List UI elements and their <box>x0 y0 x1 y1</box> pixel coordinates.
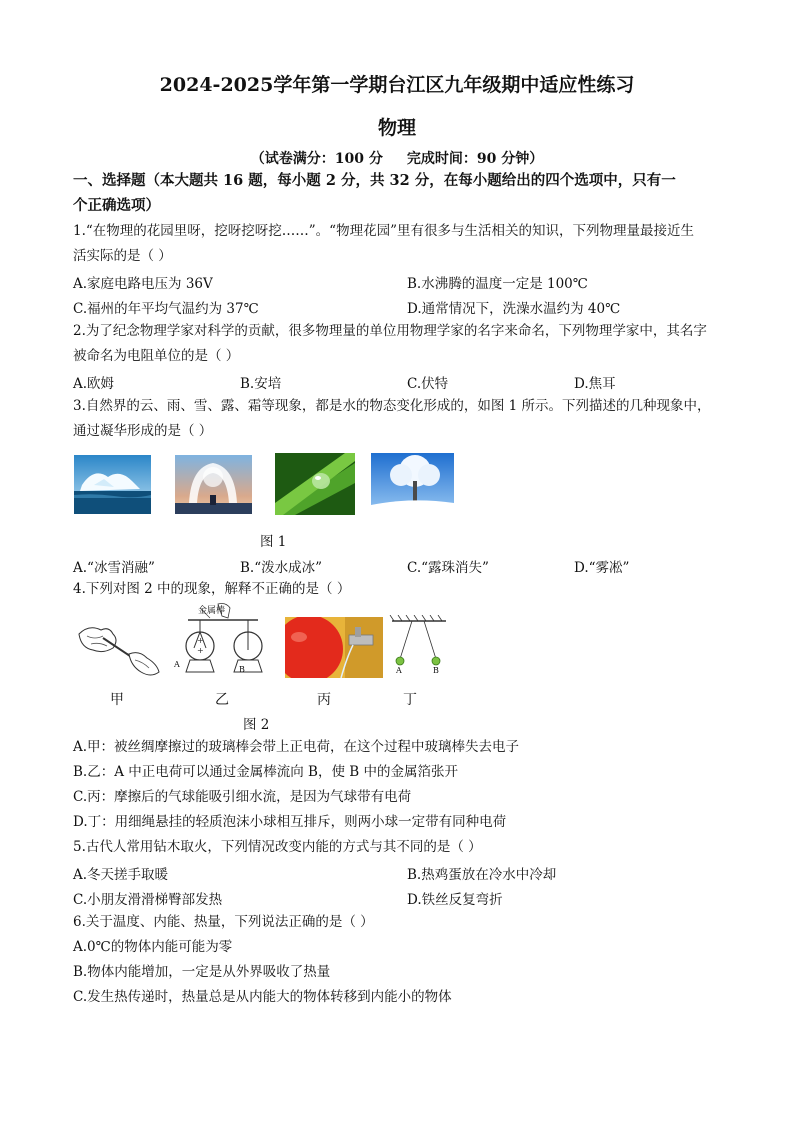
time-limit: 完成时间：90 分钟） <box>406 151 544 167</box>
q2-option-c: C.伏特 <box>407 376 449 392</box>
svg-text:+: + <box>197 636 204 645</box>
photo-melting-ice <box>74 455 151 514</box>
q2-option-a: A.欧姆 <box>73 376 115 392</box>
q3-stem-line1: 3.自然界的云、雨、雪、露、霜等现象，都是水的物态变化形成的，如图 1 所示。下列描述的几种现象中， <box>73 398 711 414</box>
q6-option-b: B.物体内能增加，一定是从外界吸收了热量 <box>73 964 331 980</box>
figure-label-ding: 丁 <box>403 692 417 708</box>
q4-option-a: A.甲：被丝绸摩擦过的玻璃棒会带上正电荷，在这个过程中玻璃棒失去电子 <box>73 739 520 755</box>
q5-option-c: C.小朋友滑滑梯臀部发热 <box>73 892 223 908</box>
q3-option-c: C.“露珠消失” <box>407 560 489 576</box>
q3-option-d: D.“雾凇” <box>574 560 630 576</box>
exam-info <box>0 148 794 168</box>
q4-stem: 4.下列对图 2 中的现象，解释不正确的是（ ） <box>73 581 351 597</box>
q1-option-b: B.水沸腾的温度一定是 100℃ <box>407 276 588 292</box>
section-heading-line2: 个正确选项） <box>73 197 160 214</box>
photo-rime <box>371 453 454 516</box>
q5-stem: 5.古代人常用钻木取火，下列情况改变内能的方式与其不同的是（ ） <box>73 839 482 855</box>
q5-option-a: A.冬天搓手取暖 <box>73 867 169 883</box>
q2-stem-line2: 被命名为电阻单位的是（ ） <box>73 348 240 364</box>
q1-option-c: C.福州的年平均气温约为 37℃ <box>73 301 259 317</box>
q1-option-d: D.通常情况下，洗澡水温约为 40℃ <box>407 301 621 317</box>
photo-water-to-ice <box>175 455 252 514</box>
electroscope-b-label: B <box>239 665 245 674</box>
q1-option-a: A.家庭电路电压为 36V <box>73 276 213 292</box>
exam-title: 2024-2025学年第一学期台江区九年级期中适应性练习 <box>159 74 635 96</box>
q3-option-b: B.“泼水成冰” <box>240 560 323 576</box>
q6-option-a: A.0℃的物体内能可能为零 <box>73 939 233 955</box>
figure-2-caption: 图 2 <box>243 717 270 733</box>
figure-jia-silk-rod <box>73 620 163 680</box>
full-score: （试卷满分：100 分 <box>250 151 383 167</box>
figure-bing-balloon-water <box>285 617 383 678</box>
q5-option-d: D.铁丝反复弯折 <box>407 892 503 908</box>
figure-label-yi: 乙 <box>215 692 229 708</box>
q2-option-b: B.安培 <box>240 376 282 392</box>
subject-title: 物理 <box>377 117 416 139</box>
figure-label-jia: 甲 <box>110 692 124 708</box>
q2-stem-line1: 2.为了纪念物理学家对科学的贡献，很多物理量的单位用物理学家的名字来命名，下列物理学家中，其名字 <box>73 323 707 339</box>
q6-option-c: C.发生热传递时，热量总是从内能大的物体转移到内能小的物体 <box>73 989 452 1005</box>
q3-stem-line2: 通过凝华形成的是（ ） <box>73 423 213 439</box>
photo-dew-drop <box>275 453 355 515</box>
q4-option-b: B.乙：A 中正电荷可以通过金属棒流向 B，使 B 中的金属箔张开 <box>73 764 458 780</box>
q4-option-c: C.丙：摩擦后的气球能吸引细水流，是因为气球带有电荷 <box>73 789 412 805</box>
q2-option-d: D.焦耳 <box>574 376 616 392</box>
q6-stem: 6.关于温度、内能、热量，下列说法正确的是（ ） <box>73 914 374 930</box>
electroscope-a-label: A <box>174 660 180 669</box>
q1-stem-line2: 活实际的是（ ） <box>73 248 172 264</box>
ball-b-label: B <box>433 666 439 675</box>
metal-rod-label: 金属棒 <box>198 606 226 616</box>
ball-a-label: A <box>396 666 402 675</box>
section-heading-line1: 一、选择题（本大题共 16 题，每小题 2 分，共 32 分，在每小题给出的四个选项中，只有一 <box>73 172 676 189</box>
q1-stem-line1: 1.“在物理的花园里呀，挖呀挖呀挖……”。“物理花园”里有很多与生活相关的知识，下列物理量最接近生 <box>73 223 694 239</box>
figure-1-caption: 图 1 <box>260 534 287 550</box>
figure-label-bing: 丙 <box>317 692 331 708</box>
svg-text:+: + <box>197 646 204 655</box>
q3-option-a: A.“冰雪消融” <box>73 560 155 576</box>
q4-option-d: D.丁：用细绳悬挂的轻质泡沫小球相互排斥，则两小球一定带有同种电荷 <box>73 814 507 830</box>
q5-option-b: B.热鸡蛋放在冷水中冷却 <box>407 867 557 883</box>
